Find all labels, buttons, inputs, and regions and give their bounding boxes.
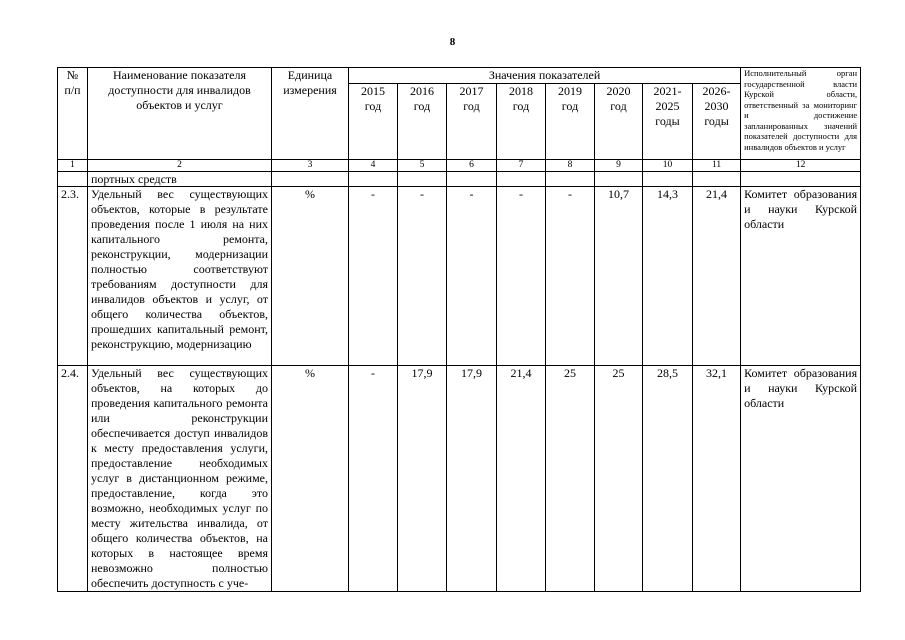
cell-empty bbox=[272, 172, 349, 187]
value-2016: 17,9 bbox=[398, 366, 447, 592]
cell-empty bbox=[497, 172, 546, 187]
column-number: 11 bbox=[693, 160, 741, 172]
column-number: 12 bbox=[741, 160, 861, 172]
value-2021-2025: 28,5 bbox=[643, 366, 693, 592]
header-values-group: Значения показателей bbox=[349, 68, 741, 84]
table-row-2-4 bbox=[58, 366, 861, 592]
value-2017: 17,9 bbox=[447, 366, 497, 592]
unit: % bbox=[272, 366, 349, 592]
header-year-2020: 2020 год bbox=[595, 84, 643, 160]
header-year-2021-2025: 2021- 2025 годы bbox=[643, 84, 693, 160]
header-year-2017: 2017 год bbox=[447, 84, 497, 160]
page-number: 8 bbox=[449, 36, 456, 48]
column-numbers-row bbox=[58, 160, 861, 172]
header-unit: Единица измерения bbox=[272, 68, 349, 160]
header-year-2016: 2016 год bbox=[398, 84, 447, 160]
header-name: Наименование показателя доступности для инвалидов объектов и услуг bbox=[88, 68, 272, 160]
responsible-body: Комитет образования и науки Курской области bbox=[741, 187, 861, 366]
cell-empty bbox=[349, 172, 398, 187]
indicators-table bbox=[57, 67, 861, 592]
cell-empty bbox=[643, 172, 693, 187]
indicator-name: Удельный вес существующих объектов, на которых до проведения капитального ремонта или реконструкции обеспечивается доступ инвалидов к месту предоставления услуги, предоставление необходимых услуг в дистанционном режиме, предоставление, когда это возможно, необходимых услуг по месту жительства инвалида, от общего количества объектов, на которых в настоящее время невозможно полностью обеспечить доступность с уче- bbox=[88, 366, 272, 592]
cell-empty bbox=[546, 172, 595, 187]
value-2019: 25 bbox=[546, 366, 595, 592]
value-2017: - bbox=[447, 187, 497, 366]
value-2018: - bbox=[497, 187, 546, 366]
header-row-1 bbox=[58, 68, 861, 84]
header-num: № п/п bbox=[58, 68, 88, 160]
cell-empty bbox=[741, 172, 861, 187]
row-number: 2.3. bbox=[58, 187, 88, 366]
header-responsible: Исполнительный орган государственной власти Курской области, ответственный за мониторинг и достижение запланированных значений показателей доступности для инвалидов объектов и услуг bbox=[741, 68, 861, 160]
header-year-2026-2030: 2026- 2030 годы bbox=[693, 84, 741, 160]
column-number: 1 bbox=[58, 160, 88, 172]
responsible-body: Комитет образования и науки Курской области bbox=[741, 366, 861, 592]
column-number: 5 bbox=[398, 160, 447, 172]
cell-empty bbox=[693, 172, 741, 187]
column-number: 7 bbox=[497, 160, 546, 172]
value-2021-2025: 14,3 bbox=[643, 187, 693, 366]
column-number: 3 bbox=[272, 160, 349, 172]
continuation-row bbox=[58, 172, 861, 187]
value-2020: 10,7 bbox=[595, 187, 643, 366]
column-number: 4 bbox=[349, 160, 398, 172]
column-number: 9 bbox=[595, 160, 643, 172]
header-year-2018: 2018 год bbox=[497, 84, 546, 160]
value-2015: - bbox=[349, 366, 398, 592]
value-2015: - bbox=[349, 187, 398, 366]
header-year-2015: 2015 год bbox=[349, 84, 398, 160]
header-year-2019: 2019 год bbox=[546, 84, 595, 160]
column-number: 8 bbox=[546, 160, 595, 172]
continuation-text: портных средств bbox=[88, 172, 272, 187]
value-2026-2030: 21,4 bbox=[693, 187, 741, 366]
cell-empty bbox=[398, 172, 447, 187]
cell-empty bbox=[447, 172, 497, 187]
cell-empty bbox=[595, 172, 643, 187]
indicator-name: Удельный вес существующих объектов, которые в результате проведения после 1 июля на них капитального ремонта, реконструкции, модернизации полностью соответствуют требованиям доступности для инвалидов объектов и услуг, от общего количества объектов, прошедших капитальный ремонт, реконструкцию, модернизацию bbox=[88, 187, 272, 366]
row-number: 2.4. bbox=[58, 366, 88, 592]
cell-empty bbox=[58, 172, 88, 187]
value-2019: - bbox=[546, 187, 595, 366]
table-row-2-3 bbox=[58, 187, 861, 366]
column-number: 2 bbox=[88, 160, 272, 172]
value-2020: 25 bbox=[595, 366, 643, 592]
column-number: 10 bbox=[643, 160, 693, 172]
value-2016: - bbox=[398, 187, 447, 366]
column-number: 6 bbox=[447, 160, 497, 172]
unit: % bbox=[272, 187, 349, 366]
value-2018: 21,4 bbox=[497, 366, 546, 592]
value-2026-2030: 32,1 bbox=[693, 366, 741, 592]
